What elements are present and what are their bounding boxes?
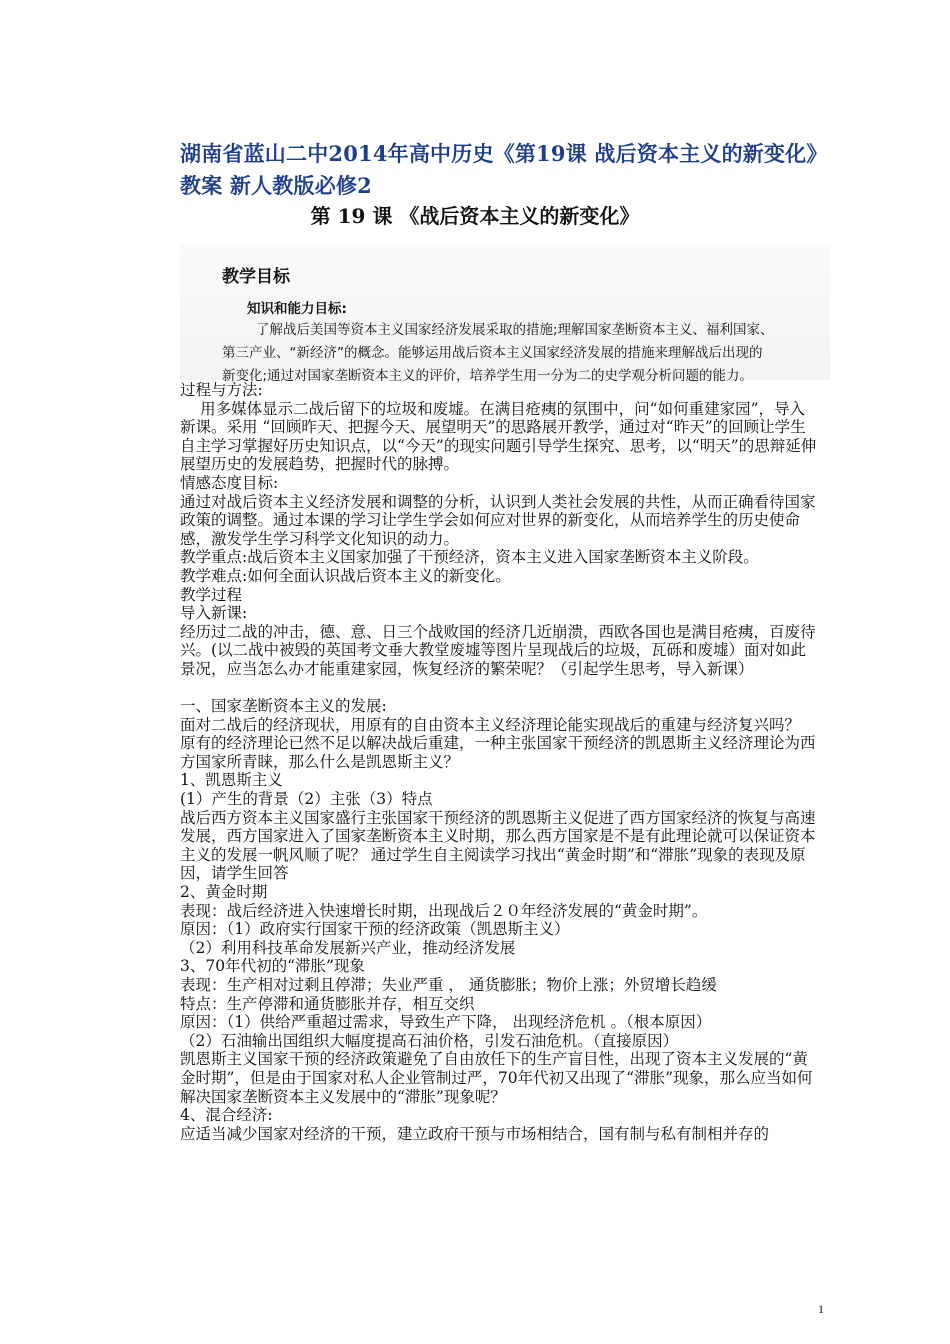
objectives-heading: 教学目标 (222, 267, 290, 287)
body-paragraph: 2、黄金时期 (180, 883, 268, 902)
body-paragraph: 原有的经济理论已然不足以解决战后重建，一种主张国家干预经济的凯恩斯主义经济理论为西方国家所青睐，那么什么是凯恩斯主义？ (180, 734, 816, 771)
lesson-title: 第 19 课 《战后资本主义的新变化》 (310, 204, 640, 228)
body-paragraph: 导入新课: (180, 604, 248, 623)
body-paragraph: 教学重点:战后资本主义国家加强了干预经济，资本主义进入国家垄断资本主义阶段。 (180, 548, 759, 567)
body-paragraph: 3、70年代初的“滞胀”现象 (180, 957, 365, 976)
body-paragraph: 战后西方资本主义国家盛行主张国家干预经济的凯恩斯主义促进了西方国家经济的恢复与高速发展，西方国家进入了国家垄断资本主义时期，那么西方国家是不是有此理论就可以保证资本主义的发展一帆风顺了呢？ 通过学生自主阅读学习找出“黄金时期”和“滞胀”现象的表现及原因，请学生回答 (180, 808, 816, 883)
page-number: 1 (818, 1302, 824, 1316)
body-paragraph: 凯恩斯主义国家干预的经济政策避免了自由放任下的生产盲目性，出现了资本主义发展的“黄金时期”，但是由于国家对私人企业管制过严，70年代初又出现了“滞胀”现象，那么应当如何解决国家垄断资本主义发展中的“滞胀”现象呢？ (180, 1050, 813, 1106)
body-paragraph: 应适当减少国家对经济的干预，建立政府干预与市场相结合，国有制与私有制相并存的 (180, 1124, 770, 1143)
body-paragraph: 原因：（1）政府实行国家干预的经济政策（凯恩斯主义） (180, 920, 570, 939)
body-paragraph: （2）石油输出国组织大幅度提高石油价格，引发石油危机。（直接原因） (180, 1031, 679, 1050)
document-body (180, 381, 820, 1143)
document-title: 湖南省蓝山二中2014年高中历史《第19课 战后资本主义的新变化》教案 新人教版必修2 (180, 141, 828, 198)
objectives-text (222, 319, 822, 388)
body-paragraph: 4、混合经济: (180, 1106, 273, 1125)
body-paragraph: （2）利用科技革命发展新兴产业，推动经济发展 (180, 938, 516, 957)
body-paragraph: 一、国家垄断资本主义的发展: (180, 697, 387, 716)
body-paragraph: 用多媒体显示二战后留下的垃圾和废墟。在满目疮痍的氛围中，问“如何重建家园”，导入新课。采用 “回顾昨天、把握今天、展望明天”的思路展开教学，通过对“昨天”的回顾让学生自主学习掌握好历史知识点，以“今天”的现实问题引导学生探究、思考，以“明天”的思辩延伸展望历史的发展趋势，把握时代的脉搏。 (180, 399, 817, 474)
body-paragraph: 面对二战后的经济现状，用原有的自由资本主义经济理论能实现战后的重建与经济复兴吗？ (180, 715, 801, 734)
body-paragraph: 经历过二战的冲击，德、意、日三个战败国的经济几近崩溃，西欧各国也是满目疮痍，百废待兴。(以二战中被毁的英国考文垂大教堂废墟等图片呈现战后的垃圾，瓦砾和废墟）面对如此景况，应当怎么办才能重建家园，恢复经济的繁荣呢？（引起学生思考，导入新课） (180, 622, 816, 678)
objectives-subheading: 知识和能力目标: (247, 301, 347, 317)
body-paragraph: 情感态度目标: (180, 473, 279, 492)
body-paragraph: 表现：生产相对过剩且停滞；失业严重 ， 通货膨胀；物价上涨；外贸增长趋缓 (180, 976, 717, 994)
body-paragraph: 教学过程 (180, 585, 243, 604)
objectives-line-3: 新变化;通过对国家垄断资本主义的评价，培养学生用一分为二的史学观分析问题的能力。 (222, 368, 754, 384)
body-paragraph: 教学难点:如何全面认识战后资本主义的新变化。 (180, 566, 511, 585)
blank-line (180, 679, 820, 698)
body-paragraph: 特点：生产停滞和通货膨胀并存，相互交织 (180, 994, 475, 1013)
objectives-line-1: 了解战后美国等资本主义国家经济发展采取的措施;理解国家垄断资本主义、福利国家、 (256, 322, 774, 338)
body-paragraph: 原因：（1）供给严重超过需求，导致生产下降， 出现经济危机 。（根本原因） (180, 1013, 712, 1032)
objectives-line-2: 第三产业、“新经济”的概念。能够运用战后资本主义国家经济发展的措施来理解战后出现的 (222, 345, 763, 361)
body-paragraph: 1、凯恩斯主义 (180, 771, 283, 790)
body-paragraph: 通过对战后资本主义经济发展和调整的分析，认识到人类社会发展的共性，从而正确看待国家政策的调整。通过本课的学习让学生学会如何应对世界的新变化，从而培养学生的历史使命感，激发学生学习科学文化知识的动力。 (180, 492, 816, 548)
body-paragraph: 过程与方法: (180, 381, 263, 399)
body-paragraph: 表现：战后经济进入快速增长时期，出现战后２０年经济发展的“黄金时期”。 (180, 901, 708, 920)
body-paragraph: (1）产生的背景（2）主张（3）特点 (180, 790, 433, 809)
